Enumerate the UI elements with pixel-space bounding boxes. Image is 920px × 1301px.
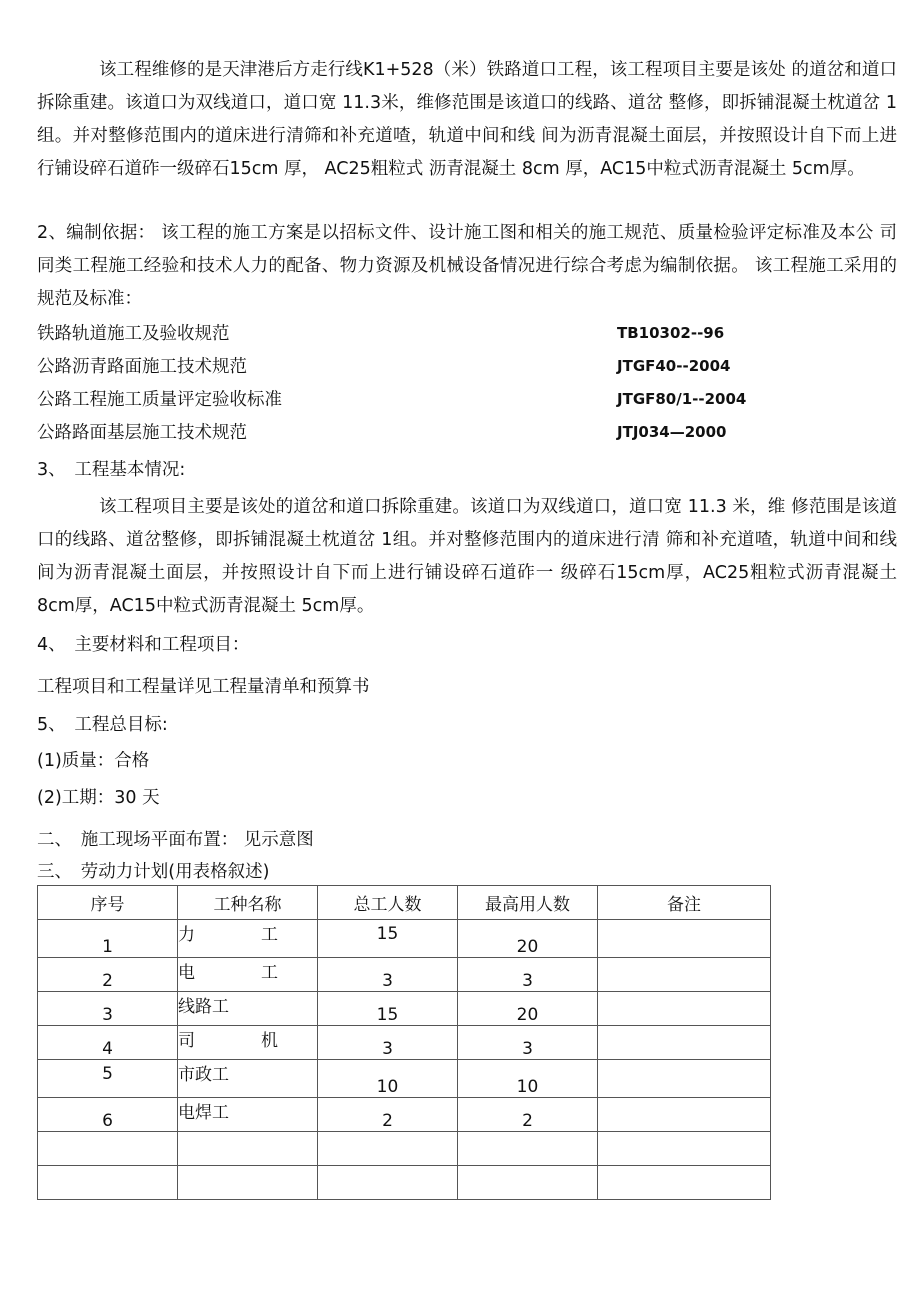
row-total (318, 1132, 458, 1166)
row-max: 3 (458, 1026, 598, 1060)
row-note (598, 920, 771, 958)
row-note (598, 1132, 771, 1166)
table-row (38, 958, 771, 992)
row-no (38, 1132, 178, 1166)
standard-name: 铁路轨道施工及验收规范 (37, 324, 230, 344)
basis-paragraph: 2、编制依据： 该工程的施工方案是以招标文件、设计施工图和相关的施工规范、质量检验评定标准及本公 司同类工程施工经验和技术人力的配备、物力资源及机械设备情况进行综合考虑为编制依据。 该工程施工采用的规范及标准： (37, 223, 897, 309)
table-row (38, 1060, 771, 1098)
row-note (598, 1098, 771, 1132)
table-header-row (38, 886, 771, 920)
row-max: 20 (458, 992, 598, 1026)
quality-target: (1)质量：合格 (37, 751, 150, 771)
trade-char: 力 (178, 925, 195, 945)
trade-char: 司 (178, 1031, 195, 1051)
part3-heading: 三、 劳动力计划(用表格叙述) (37, 862, 270, 882)
row-max (458, 1132, 598, 1166)
row-max: 2 (458, 1098, 598, 1132)
header-no: 序号 (38, 886, 178, 920)
row-max: 20 (458, 920, 598, 958)
table-row (38, 1098, 771, 1132)
table-row (38, 1132, 771, 1166)
table-row (38, 992, 771, 1026)
header-max: 最高用人数 (458, 886, 598, 920)
row-note (598, 992, 771, 1026)
row-trade (178, 1026, 318, 1060)
row-note (598, 1026, 771, 1060)
trade-char: 工 (261, 925, 278, 945)
row-trade (178, 958, 318, 992)
row-trade: 线路工 (178, 992, 318, 1026)
row-total: 3 (318, 1026, 458, 1060)
section3-paragraph: 该工程项目主要是该处的道岔和道口拆除重建。该道口为双线道口，道口宽 11.3 米，维 修范围是该道口的线路、道岔整修，即拆铺混凝土枕道岔 1组。并对整修范围内的道床进行清 筛和补充道喳，轨道中间和线间为沥青混凝土面层，并按照设计自下而上进行铺设碎石道砟一 级碎石15cm厚，AC25粗粒式沥青混凝土 8cm厚，AC15中粒式沥青混凝土 5cm厚。 (37, 497, 897, 616)
labor-plan-table (37, 885, 771, 1200)
part2-heading: 二、 施工现场平面布置： 见示意图 (37, 830, 314, 850)
trade-char: 工 (261, 963, 278, 983)
standard-name: 公路沥青路面施工技术规范 (37, 357, 247, 377)
standard-code: JTJ034—2000 (617, 423, 727, 441)
row-note (598, 958, 771, 992)
standard-code: JTGF80/1--2004 (617, 390, 747, 408)
row-total (318, 1166, 458, 1200)
row-max: 3 (458, 958, 598, 992)
table-row (38, 1166, 771, 1200)
row-trade (178, 1166, 318, 1200)
row-no: 5 (38, 1060, 178, 1098)
table-row (38, 920, 771, 958)
header-note: 备注 (598, 886, 771, 920)
table-row (38, 1026, 771, 1060)
row-note (598, 1166, 771, 1200)
row-trade: 电焊工 (178, 1098, 318, 1132)
row-note (598, 1060, 771, 1098)
row-no: 1 (38, 920, 178, 958)
row-max: 10 (458, 1060, 598, 1098)
row-total: 15 (318, 992, 458, 1026)
standard-code: JTGF40--2004 (617, 357, 731, 375)
row-total: 15 (318, 920, 458, 958)
standard-name: 公路路面基层施工技术规范 (37, 423, 247, 443)
section4-text: 工程项目和工程量详见工程量清单和预算书 (37, 677, 370, 697)
row-trade (178, 1132, 318, 1166)
period-target: (2)工期：30 天 (37, 788, 160, 808)
row-total: 10 (318, 1060, 458, 1098)
section3-heading: 3、 工程基本情况: (37, 460, 186, 480)
intro-paragraph: 该工程维修的是天津港后方走行线K1+528（米）铁路道口工程，该工程项目主要是该处 的道岔和道口拆除重建。该道口为双线道口，道口宽 11.3米，维修范围是该道口的线路、道岔 整修，即拆铺混凝土枕道岔 1组。并对整修范围内的道床进行清筛和补充道喳，轨道中间和线 间为沥青混凝土面层，并按照设计自下而上进行铺设碎石道砟一级碎石15cm 厚， AC25粗粒式 沥青混凝土 8cm 厚，AC15中粒式沥青混凝土 5cm厚。 (37, 60, 897, 179)
section5-heading: 5、 工程总目标: (37, 715, 168, 735)
header-trade: 工种名称 (178, 886, 318, 920)
trade-char: 机 (261, 1031, 278, 1051)
row-total: 2 (318, 1098, 458, 1132)
section4-heading: 4、 主要材料和工程项目： (37, 635, 250, 655)
standard-code: TB10302--96 (617, 324, 725, 342)
row-no: 3 (38, 992, 178, 1026)
row-max (458, 1166, 598, 1200)
row-no: 2 (38, 958, 178, 992)
header-total: 总工人数 (318, 886, 458, 920)
row-trade: 市政工 (178, 1060, 318, 1098)
row-no: 4 (38, 1026, 178, 1060)
row-no (38, 1166, 178, 1200)
row-no: 6 (38, 1098, 178, 1132)
row-total: 3 (318, 958, 458, 992)
trade-char: 电 (178, 963, 195, 983)
standard-name: 公路工程施工质量评定验收标准 (37, 390, 282, 410)
row-trade (178, 920, 318, 958)
